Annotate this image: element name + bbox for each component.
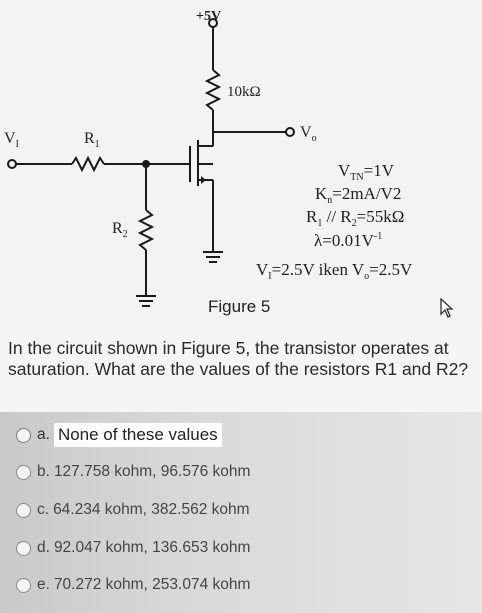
vo-label: $V_o$ [300, 124, 317, 144]
mouse-cursor-icon [440, 298, 454, 318]
mosfet-arrow-icon [201, 176, 206, 184]
option-letter: c. [37, 501, 50, 518]
output-terminal [286, 128, 294, 136]
option-d[interactable] [16, 533, 476, 563]
drain-resistor-label: 10kΩ [227, 84, 261, 100]
figure-caption: Figure 5 [208, 297, 271, 316]
param-r-parallel: $R_1 // R_2=55k\Omega$ [306, 207, 405, 229]
vi-label: $V_I$ [4, 130, 19, 150]
option-a[interactable] [16, 420, 476, 450]
option-letter: b. [37, 463, 50, 480]
param-vtn: $V_{TN}=1V$ [338, 161, 394, 183]
drain-resistor [207, 70, 219, 110]
option-letter: e. [37, 576, 50, 593]
question-text: In the circuit shown in Figure 5, the transistor operates at saturation. What are the values of the resistors R1 and R2? [8, 338, 469, 379]
option-text: None of these values [54, 423, 222, 447]
r2-resistor [140, 210, 152, 250]
input-terminal [8, 160, 16, 168]
option-letter: d. [37, 539, 50, 556]
option-letter: a. [37, 426, 50, 443]
radio-button[interactable] [16, 578, 31, 593]
r2-label: $R_2$ [112, 220, 128, 240]
radio-button[interactable] [16, 428, 31, 443]
radio-button[interactable] [16, 465, 31, 480]
option-e[interactable] [16, 570, 476, 600]
option-text: 127.758 kohm, 96.576 kohm [53, 463, 251, 480]
option-c[interactable] [16, 495, 476, 525]
option-b[interactable] [16, 457, 476, 487]
param-condition: $V_I=2.5V$ iken $V_o=2.5V$ [256, 260, 413, 282]
option-text: 92.047 kohm, 136.653 kohm [53, 539, 251, 556]
r1-label: $R_1$ [84, 130, 100, 150]
option-text: 64.234 kohm, 382.562 kohm [53, 501, 250, 518]
param-kn: $K_n=2mA/V2$ [315, 184, 402, 206]
radio-button[interactable] [16, 541, 31, 556]
param-lambda: $\lambda=0.01V^{-1}$ [314, 231, 383, 250]
radio-button[interactable] [16, 503, 31, 518]
r1-resistor [72, 158, 104, 170]
option-text: 70.272 kohm, 253.074 kohm [53, 576, 251, 593]
supply-label: +5V [196, 9, 222, 24]
answer-options [0, 412, 482, 613]
